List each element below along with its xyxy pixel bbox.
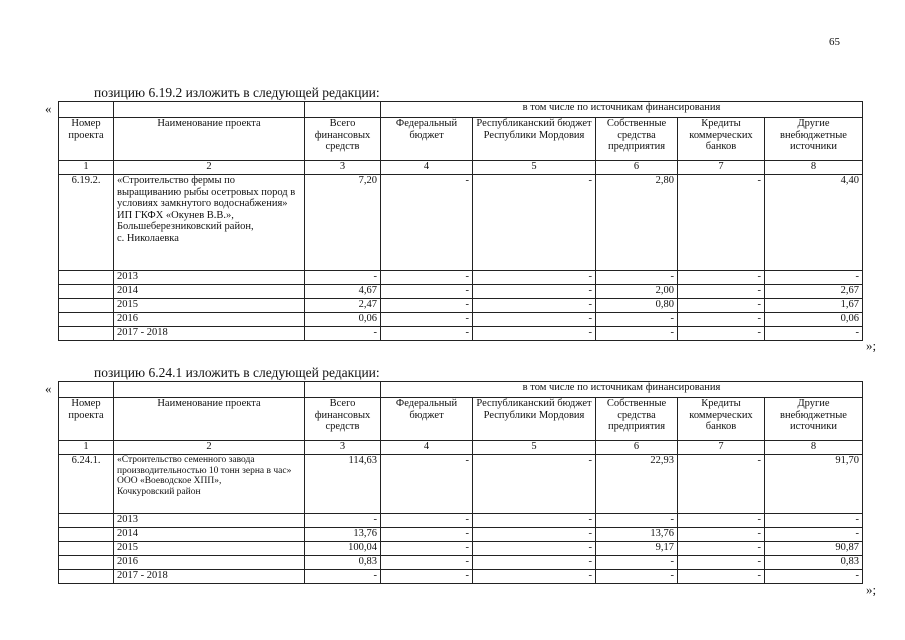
header-number: Номер проекта [59, 398, 114, 441]
year-value: 0,83 [305, 556, 381, 570]
year-label: 2017 - 2018 [114, 327, 305, 341]
project-credit: - [678, 175, 765, 271]
year-value: - [473, 514, 596, 528]
header-credit: Кредиты коммерческих банков [678, 398, 765, 441]
year-value: - [381, 528, 473, 542]
header-credit: Кредиты коммерческих банков [678, 118, 765, 161]
year-value: 13,76 [305, 528, 381, 542]
project-row [59, 175, 863, 271]
col-num: 2 [114, 441, 305, 455]
year-label: 2014 [114, 285, 305, 299]
section-intro-2: позицию 6.24.1 изложить в следующей редакции: [94, 365, 380, 380]
year-value: - [473, 271, 596, 285]
header-sources: в том числе по источникам финансирования [381, 102, 863, 118]
year-value: - [678, 285, 765, 299]
page-number: 65 [829, 36, 840, 48]
year-label: 2013 [114, 271, 305, 285]
project-total: 114,63 [305, 455, 381, 514]
year-value: 2,47 [305, 299, 381, 313]
year-value: 2,00 [596, 285, 678, 299]
year-value: - [381, 542, 473, 556]
year-value: 1,67 [765, 299, 863, 313]
year-row [59, 556, 863, 570]
col-num: 3 [305, 441, 381, 455]
year-value: - [473, 542, 596, 556]
year-value: - [305, 514, 381, 528]
project-total: 7,20 [305, 175, 381, 271]
year-value: - [765, 327, 863, 341]
year-value: - [596, 313, 678, 327]
col-num: 2 [114, 161, 305, 175]
project-number: 6.19.2. [59, 175, 114, 271]
year-value: - [596, 556, 678, 570]
header-federal: Федеральный бюджет [381, 118, 473, 161]
project-federal: - [381, 175, 473, 271]
year-value: - [473, 285, 596, 299]
col-num: 1 [59, 441, 114, 455]
col-num: 8 [765, 161, 863, 175]
project-own: 22,93 [596, 455, 678, 514]
year-value: 9,17 [596, 542, 678, 556]
project-republic: - [473, 175, 596, 271]
project-other: 4,40 [765, 175, 863, 271]
year-value: - [473, 313, 596, 327]
project-name: «Строительство фермы по выращиванию рыбы осетровых пород в условиях замкнутого водоснабжения» ИП ГКФХ «Окунев В.В.», Большеберезниковский район, с. Николаевка [114, 175, 305, 271]
col-num: 6 [596, 161, 678, 175]
project-other: 91,70 [765, 455, 863, 514]
col-num: 4 [381, 441, 473, 455]
finance-table-2 [58, 381, 863, 584]
year-value: - [596, 271, 678, 285]
col-num: 1 [59, 161, 114, 175]
header-row [59, 118, 863, 161]
year-value: 13,76 [596, 528, 678, 542]
header-row [59, 398, 863, 441]
year-value: 0,06 [765, 313, 863, 327]
year-label: 2014 [114, 528, 305, 542]
section-intro-1: позицию 6.19.2 изложить в следующей редакции: [94, 85, 380, 100]
quote-close-1: »; [866, 338, 877, 353]
col-num: 7 [678, 441, 765, 455]
project-credit: - [678, 455, 765, 514]
year-value: - [765, 570, 863, 584]
year-value: 100,04 [305, 542, 381, 556]
year-value: - [678, 299, 765, 313]
col-num: 6 [596, 441, 678, 455]
header-republic: Республиканский бюджет Республики Мордовия [473, 398, 596, 441]
col-num: 3 [305, 161, 381, 175]
year-row [59, 570, 863, 584]
year-value: 2,67 [765, 285, 863, 299]
col-num: 5 [473, 441, 596, 455]
year-value: - [765, 271, 863, 285]
year-value: - [678, 542, 765, 556]
col-num: 5 [473, 161, 596, 175]
year-value: - [381, 271, 473, 285]
year-value: - [381, 570, 473, 584]
year-row [59, 299, 863, 313]
year-value: - [473, 528, 596, 542]
year-value: - [596, 514, 678, 528]
year-value: - [765, 514, 863, 528]
year-value: - [678, 528, 765, 542]
year-row [59, 542, 863, 556]
header-republic: Республиканский бюджет Республики Мордовия [473, 118, 596, 161]
year-value: - [678, 570, 765, 584]
header-name: Наименование проекта [114, 118, 305, 161]
year-value: - [473, 570, 596, 584]
project-number: 6.24.1. [59, 455, 114, 514]
year-label: 2016 [114, 556, 305, 570]
header-total: Всего финансовых средств [305, 398, 381, 441]
year-value: - [678, 556, 765, 570]
header-sources: в том числе по источникам финансирования [381, 382, 863, 398]
year-value: - [678, 327, 765, 341]
year-value: - [381, 514, 473, 528]
year-value: - [305, 327, 381, 341]
project-federal: - [381, 455, 473, 514]
header-own: Собственные средства предприятия [596, 398, 678, 441]
year-label: 2016 [114, 313, 305, 327]
quote-open-2: « [45, 381, 52, 396]
header-total: Всего финансовых средств [305, 118, 381, 161]
col-num: 4 [381, 161, 473, 175]
year-value: 4,67 [305, 285, 381, 299]
year-value: - [765, 528, 863, 542]
year-value: - [678, 313, 765, 327]
year-value: - [678, 271, 765, 285]
year-value: - [473, 556, 596, 570]
year-value: - [678, 514, 765, 528]
header-number: Номер проекта [59, 118, 114, 161]
year-label: 2017 - 2018 [114, 570, 305, 584]
header-row-top [59, 102, 863, 118]
year-row [59, 313, 863, 327]
year-value: - [305, 271, 381, 285]
project-republic: - [473, 455, 596, 514]
column-number-row [59, 161, 863, 175]
col-num: 8 [765, 441, 863, 455]
column-number-row [59, 441, 863, 455]
finance-table-1 [58, 101, 863, 341]
year-value: 0,06 [305, 313, 381, 327]
header-federal: Федеральный бюджет [381, 398, 473, 441]
year-label: 2015 [114, 299, 305, 313]
project-own: 2,80 [596, 175, 678, 271]
year-value: - [596, 327, 678, 341]
year-value: - [473, 327, 596, 341]
year-row [59, 327, 863, 341]
year-value: - [381, 313, 473, 327]
year-value: 0,80 [596, 299, 678, 313]
year-value: - [381, 285, 473, 299]
header-own: Собственные средства предприятия [596, 118, 678, 161]
project-name: «Строительство семенного завода производительностью 10 тонн зерна в час» ООО «Воеводское ХПП», Кочкуровский район [114, 455, 305, 514]
quote-close-2: »; [866, 582, 877, 597]
year-value: 90,87 [765, 542, 863, 556]
year-value: - [596, 570, 678, 584]
year-value: 0,83 [765, 556, 863, 570]
header-name: Наименование проекта [114, 398, 305, 441]
header-other: Другие внебюджетные источники [765, 398, 863, 441]
year-row [59, 528, 863, 542]
year-value: - [305, 570, 381, 584]
year-row [59, 514, 863, 528]
year-label: 2013 [114, 514, 305, 528]
year-value: - [381, 327, 473, 341]
header-row-top [59, 382, 863, 398]
year-label: 2015 [114, 542, 305, 556]
project-row [59, 455, 863, 514]
year-value: - [381, 299, 473, 313]
year-value: - [381, 556, 473, 570]
header-other: Другие внебюджетные источники [765, 118, 863, 161]
col-num: 7 [678, 161, 765, 175]
year-row [59, 285, 863, 299]
year-value: - [473, 299, 596, 313]
year-row [59, 271, 863, 285]
quote-open-1: « [45, 101, 52, 116]
